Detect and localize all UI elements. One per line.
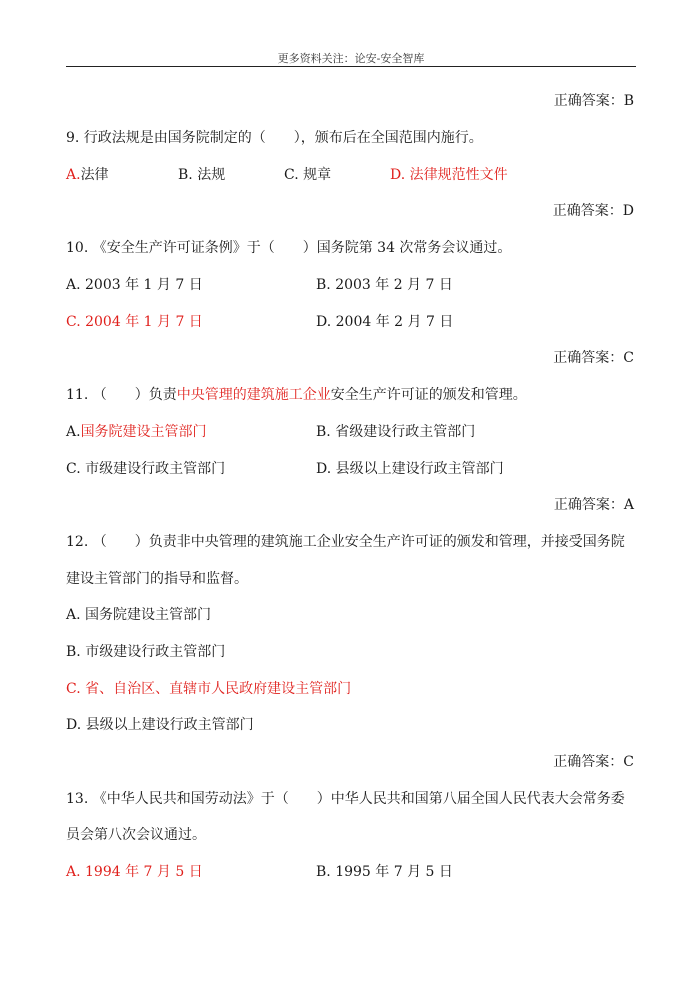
question-12-stem-line-1: 12. （ ）负责非中央管理的建筑施工企业安全生产许可证的颁发和管理，并接受国务院 <box>66 534 625 550</box>
question-13-option-b: B. 1995 年 7 月 5 日 <box>316 864 453 880</box>
question-13-stem-line-1: 13. 《中华人民共和国劳动法》于（ ）中华人民共和国第八届全国人民代表大会常务委 <box>66 791 625 807</box>
question-12-stem-line-2: 建设主管部门的指导和监督。 <box>66 571 248 587</box>
question-12-option-d: D. 县级以上建设行政主管部门 <box>66 717 254 733</box>
question-12-option-b: B. 市级建设行政主管部门 <box>66 644 226 660</box>
question-12-option-c: C. 省、自治区、直辖市人民政府建设主管部门 <box>66 681 352 697</box>
option-a-text: 法律 <box>80 167 109 183</box>
question-10-option-b: B. 2003 年 2 月 7 日 <box>316 277 453 293</box>
question-10-option-d: D. 2004 年 2 月 7 日 <box>316 314 454 330</box>
page-header: 更多资料关注：论安-安全智库 <box>277 52 425 65</box>
question-9-option-a <box>66 166 109 184</box>
question-11-option-b: B. 省级建设行政主管部门 <box>316 424 476 440</box>
question-13-stem-line-2: 员会第八次会议通过。 <box>66 827 206 843</box>
option-a-label: A. <box>66 424 81 440</box>
option-a-label: A. <box>66 167 81 183</box>
question-10-stem: 10. 《安全生产许可证条例》于（ ）国务院第 34 次常务会议通过。 <box>66 240 512 256</box>
question-13-option-a: A. 1994 年 7 月 5 日 <box>66 864 203 880</box>
question-11-stem <box>66 386 527 404</box>
answer-q10: 正确答案：C <box>553 350 634 366</box>
answer-q11: 正确答案：A <box>553 497 634 513</box>
question-9-option-d: D. 法律规范性文件 <box>390 167 508 183</box>
question-10-option-a: A. 2003 年 1 月 7 日 <box>66 277 203 293</box>
question-12-option-a: A. 国务院建设主管部门 <box>66 607 212 623</box>
question-10-option-c: C. 2004 年 1 月 7 日 <box>66 314 203 330</box>
option-a-text: 国务院建设主管部门 <box>80 424 207 440</box>
answer-q9: 正确答案：D <box>552 203 634 219</box>
question-9-option-c: C. 规章 <box>284 167 332 183</box>
stem-suffix: 安全生产许可证的颁发和管理。 <box>330 387 527 403</box>
answer-q12: 正确答案：C <box>553 754 634 770</box>
stem-highlight: 中央管理的建筑施工企业 <box>176 387 331 403</box>
question-9-option-b: B. 法规 <box>178 167 226 183</box>
header-rule <box>66 66 636 67</box>
question-11-option-d: D. 县级以上建设行政主管部门 <box>316 461 504 477</box>
stem-prefix: 11. （ ）负责 <box>66 387 177 403</box>
question-11-option-a <box>66 423 207 441</box>
question-11-option-c: C. 市级建设行政主管部门 <box>66 461 226 477</box>
question-9-stem: 9. 行政法规是由国务院制定的（ ），颁布后在全国范围内施行。 <box>66 130 483 146</box>
answer-q8: 正确答案：B <box>553 93 634 109</box>
